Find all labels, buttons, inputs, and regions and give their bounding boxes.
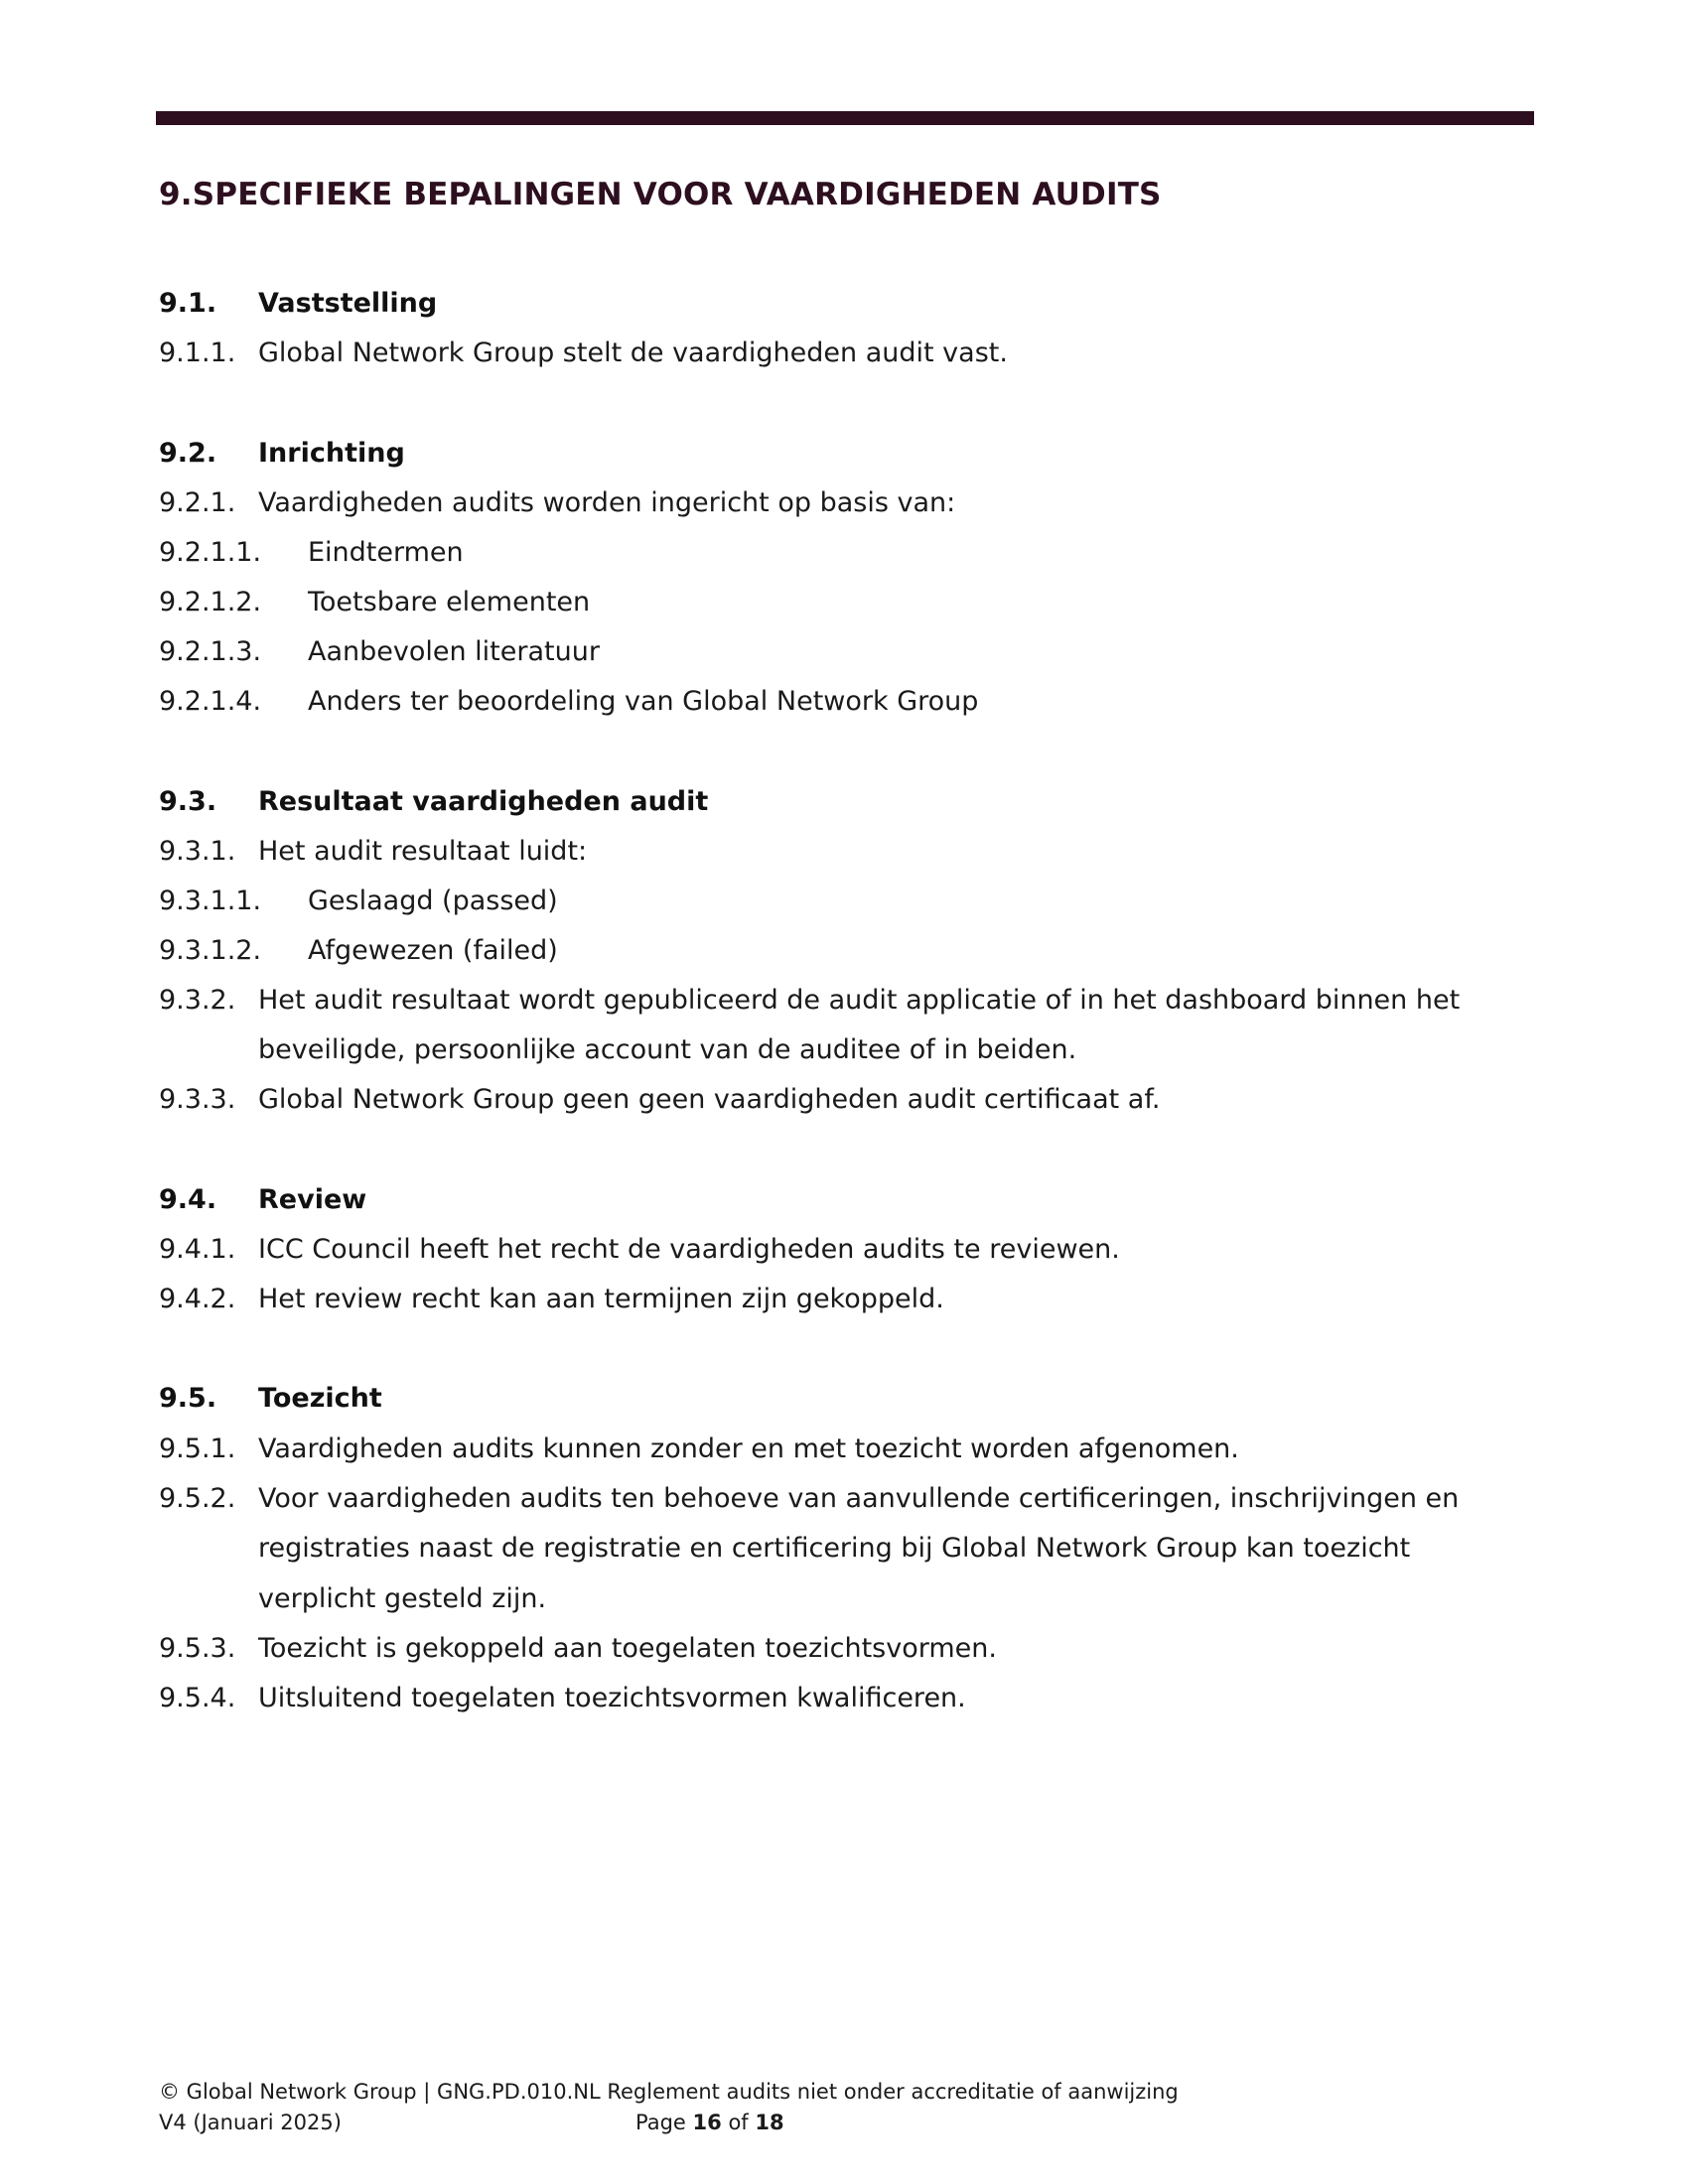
section-number: 9.4. <box>159 1184 217 1215</box>
clause-number: 9.3.3. <box>159 1084 236 1115</box>
clause-continuation: registraties naast de registratie en certificering bij Global Network Group kan toezicht <box>258 1533 1411 1564</box>
section-title: Vaststelling <box>258 288 438 319</box>
clause-text: Anders ter beoordeling van Global Network Group <box>308 686 979 717</box>
footer-version: V4 (Januari 2025) <box>159 2111 342 2134</box>
section-number: 9.2. <box>159 438 217 469</box>
clause-number: 9.2.1.2. <box>159 587 262 617</box>
page-current: 16 <box>692 2111 722 2134</box>
section-number: 9.3. <box>159 786 217 817</box>
clause-number: 9.5.1. <box>159 1433 236 1464</box>
clause-text: Afgewezen (failed) <box>308 935 558 966</box>
clause-text: Vaardigheden audits worden ingericht op basis van: <box>258 487 956 518</box>
clause-text: Geslaagd (passed) <box>308 886 558 916</box>
clause-number: 9.4.1. <box>159 1234 236 1265</box>
footer-page-number <box>635 2110 784 2135</box>
clause-text: Aanbevolen literatuur <box>308 636 600 667</box>
clause-number: 9.3.2. <box>159 985 236 1016</box>
clause-text: Toetsbare elementen <box>308 587 591 617</box>
page-label: Page <box>635 2111 686 2134</box>
clause-text: Toezicht is gekoppeld aan toegelaten toezichtsvormen. <box>258 1633 997 1664</box>
footer-copyright: © Global Network Group | GNG.PD.010.NL Reglement audits niet onder accreditatie of aanwijzing <box>159 2080 1179 2104</box>
clause-number: 9.2.1. <box>159 487 236 518</box>
clause-text: Global Network Group stelt de vaardigheden audit vast. <box>258 338 1008 368</box>
clause-text: Global Network Group geen geen vaardigheden audit certificaat af. <box>258 1084 1161 1115</box>
clause-text: Het audit resultaat luidt: <box>258 836 588 867</box>
section-title: Inrichting <box>258 438 405 469</box>
page-of: of <box>728 2111 749 2134</box>
section-title: Toezicht <box>258 1383 382 1414</box>
clause-text: ICC Council heeft het recht de vaardigheden audits te reviewen. <box>258 1234 1120 1265</box>
clause-number: 9.3.1.2. <box>159 935 262 966</box>
clause-number: 9.2.1.4. <box>159 686 262 717</box>
clause-number: 9.1.1. <box>159 338 236 368</box>
clause-text: Vaardigheden audits kunnen zonder en met toezicht worden afgenomen. <box>258 1433 1239 1464</box>
clause-number: 9.2.1.1. <box>159 537 262 568</box>
clause-number: 9.2.1.3. <box>159 636 262 667</box>
section-number: 9.5. <box>159 1383 217 1414</box>
clause-number: 9.3.1.1. <box>159 886 262 916</box>
clause-continuation: verplicht gesteld zijn. <box>258 1583 547 1614</box>
clause-continuation: beveiligde, persoonlijke account van de auditee of in beiden. <box>258 1034 1077 1065</box>
clause-number: 9.5.2. <box>159 1483 236 1514</box>
chapter-title: 9.SPECIFIEKE BEPALINGEN VOOR VAARDIGHEDEN AUDITS <box>159 177 1162 212</box>
page-total: 18 <box>755 2111 784 2134</box>
section-title: Review <box>258 1184 367 1215</box>
section-number: 9.1. <box>159 288 217 319</box>
clause-text: Uitsluitend toegelaten toezichtsvormen kwalificeren. <box>258 1683 966 1713</box>
clause-number: 9.4.2. <box>159 1284 236 1314</box>
clause-text: Het review recht kan aan termijnen zijn gekoppeld. <box>258 1284 944 1314</box>
clause-number: 9.5.3. <box>159 1633 236 1664</box>
clause-number: 9.3.1. <box>159 836 236 867</box>
section-title: Resultaat vaardigheden audit <box>258 786 709 817</box>
clause-text: Eindtermen <box>308 537 464 568</box>
clause-text: Het audit resultaat wordt gepubliceerd de audit applicatie of in het dashboard binnen het <box>258 985 1461 1016</box>
clause-text: Voor vaardigheden audits ten behoeve van aanvullende certificeringen, inschrijvingen en <box>258 1483 1460 1514</box>
top-rule <box>156 111 1534 125</box>
clause-number: 9.5.4. <box>159 1683 236 1713</box>
